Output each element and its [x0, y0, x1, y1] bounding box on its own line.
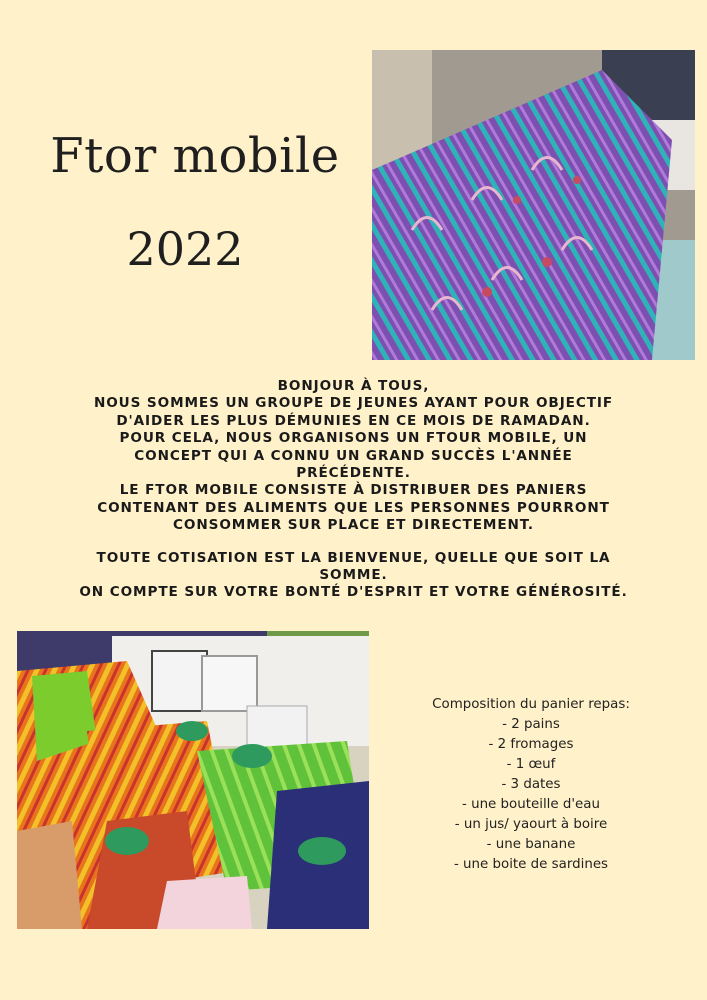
intro-line: LE FTOR MOBILE CONSISTE À DISTRIBUER DES PANIERS [119, 482, 588, 499]
intro-line: BONJOUR À TOUS, [277, 378, 430, 394]
intro-text [40, 378, 667, 602]
basket-composition [390, 695, 672, 875]
intro-line: CONTENANT DES ALIMENTS QUE LES PERSONNES POURRONT [97, 499, 610, 516]
basket-heading: Composition du panier repas: [432, 697, 630, 712]
appeal-line: SOMME. [319, 567, 388, 584]
basket-item: - une banane [486, 837, 576, 852]
basket-item: - 2 fromages [488, 737, 574, 752]
intro-line: POUR CELA, NOUS ORGANISONS UN FTOUR MOBILE, UN [119, 430, 588, 447]
photo-purple-bags [372, 50, 695, 360]
basket-item: - une boite de sardines [453, 857, 609, 872]
title-line-2: 2022 [126, 222, 244, 276]
intro-line: PRÉCÉDENTE. [296, 465, 411, 482]
basket-item: - 3 dates [501, 777, 561, 792]
basket-item: - un jus/ yaourt à boire [454, 817, 608, 832]
photo-purple-bags-illustration [372, 50, 695, 360]
appeal-line: ON COMPTE SUR VOTRE BONTÉ D'ESPRIT ET VOTRE GÉNÉROSITÉ. [79, 584, 628, 601]
basket-item: - une bouteille d'eau [462, 797, 600, 812]
intro-line: NOUS SOMMES UN GROUPE DE JEUNES AYANT POUR OBJECTIF [93, 395, 614, 412]
intro-line: D'AIDER LES PLUS DÉMUNIES EN CE MOIS DE RAMADAN. [116, 412, 591, 429]
appeal-line: TOUTE COTISATION EST LA BIENVENUE, QUELLE QUE SOIT LA [96, 549, 611, 566]
intro-line: CONSOMMER SUR PLACE ET DIRECTEMENT. [173, 517, 534, 534]
photo-colorful-bags-illustration [17, 631, 369, 929]
title-line-1: Ftor mobile [50, 128, 340, 184]
photo-colorful-bags [17, 631, 369, 929]
intro-line: CONCEPT QUI A CONNU UN GRAND SUCCÈS L'ANNÉE [134, 447, 573, 464]
basket-item: - 1 œuf [506, 757, 556, 772]
basket-item: - 2 pains [502, 717, 560, 732]
